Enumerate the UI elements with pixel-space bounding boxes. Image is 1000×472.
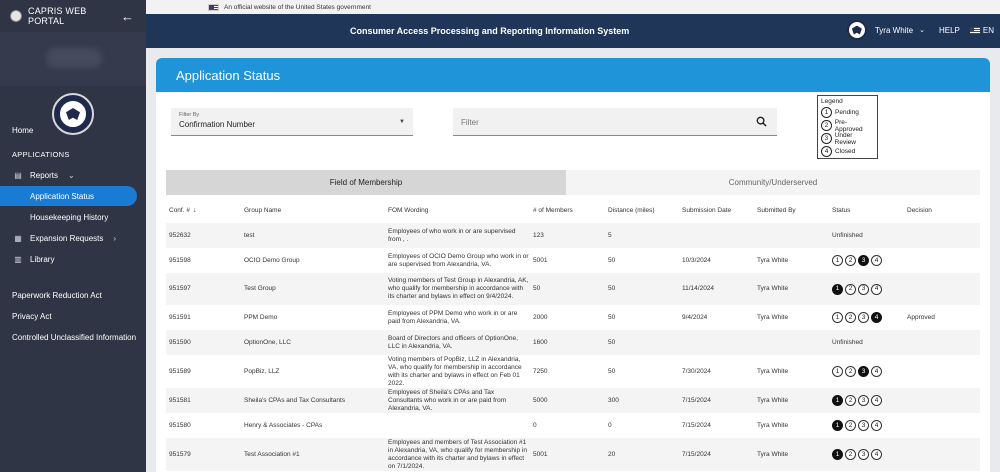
legend-item [821,132,874,145]
header-actions [847,20,994,40]
language-selector[interactable]: EN [982,25,994,35]
status-step-1: 1 [832,366,843,377]
group-name-cell: OCIO Demo Group [244,256,300,264]
distance-cell: 50 [608,313,616,321]
app-header [146,14,1000,48]
status-step-4: 4 [871,395,882,406]
status-step-3: 3 [858,395,869,406]
page-title: Application Status [156,58,990,92]
library-icon: ▥ [14,254,22,264]
submission-date-cell: 7/15/2024 [682,421,711,429]
fom-wording-cell: Voting members of PopBiz, LLZ in Alexandria, VA, who qualify for membership in accordance with its charter and bylaws in effect on Feb 01 2022. [388,355,522,387]
status-step-3: 3 [858,284,869,295]
tab-field-of-membership[interactable]: Field of Membership [166,170,566,195]
status-step-4: 4 [871,420,882,431]
distance-cell: 300 [608,396,619,404]
group-name-cell: PopBiz, LLZ [244,367,280,375]
dropdown-caret-icon: ▼ [399,119,405,125]
decision-cell [907,330,977,355]
filter-by-label: Filter By [179,112,200,118]
conf-cell: 951581 [169,396,191,404]
legend-label: Under Review [834,131,856,146]
group-name-cell: PPM Demo [244,313,278,321]
sidebar-banner [0,32,146,86]
reports-icon: ▤ [14,170,22,180]
status-step-1: 1 [832,420,843,431]
members-cell: 5001 [533,450,548,458]
legend-number-circle: 4 [821,146,832,157]
decision-cell [907,438,977,471]
column-header-conf[interactable] [169,198,239,223]
status-step-2: 2 [845,420,856,431]
conf-cell: 951597 [169,285,191,292]
members-cell: 50 [533,285,541,292]
filter-by-value: Confirmation Number [179,120,256,129]
column-header-status[interactable]: Status [832,206,851,214]
decision-cell: Approved [907,313,935,321]
section-heading: APPLICATIONS [12,149,70,159]
status-step-3: 3 [858,366,869,377]
status-text: Unfinished [832,231,863,239]
status-cell [832,388,906,413]
conf-cell: 952632 [169,231,191,239]
portal-logo-icon [10,10,22,22]
us-flag-icon [970,27,980,34]
status-cell [832,413,906,438]
column-header-group[interactable]: Group Name [244,206,282,214]
tab-community-underserved[interactable]: Community/Underserved [566,170,980,195]
status-text: Unfinished [832,338,863,346]
sidebar-heading-applications [0,144,146,164]
sort-down-icon[interactable]: ↓ [192,206,197,214]
submission-date-cell [682,330,752,355]
app-title: Consumer Access Processing and Reporting Information System [350,26,630,36]
status-step-2: 2 [845,366,856,377]
conf-cell: 951579 [169,450,191,458]
sidebar-item-label: Library [30,254,55,264]
sidebar-item-label: Reports [30,170,59,180]
submitted-by-cell: Tyra White [757,367,789,375]
status-step-1: 1 [832,449,843,460]
column-header-distance[interactable]: Distance (miles) [608,206,655,214]
sidebar-item-label: Controlled Unclassified Information [12,332,137,342]
distance-cell: 50 [608,367,616,375]
status-step-1: 1 [832,284,843,295]
legend-number-circle: 2 [821,120,832,131]
legend-item [821,145,874,158]
group-name-cell: Sheila's CPAs and Tax Consultants [244,396,346,404]
submitted-by-cell: Tyra White [757,256,789,264]
chevron-down-icon[interactable]: ⌄ [919,27,925,34]
sidebar-item-expansion-requests[interactable] [0,228,146,248]
status-cell [832,223,906,248]
legend-number-circle: 1 [821,107,832,118]
fom-wording-cell: Employees of OCIO Demo Group who work in or are supervised from Alexandria, VA. [388,252,529,268]
decision-cell [907,223,977,248]
expansion-icon: ▦ [14,233,22,243]
status-step-3: 3 [858,449,869,460]
sidebar-item-label: Privacy Act [12,311,52,321]
column-header-submitted-by[interactable]: Submitted By [757,206,796,214]
column-header-submission-date[interactable]: Submission Date [682,206,732,214]
legend-item [821,119,874,132]
submitted-by-cell: Tyra White [757,421,789,429]
distance-cell: 50 [608,256,616,264]
sidebar-item-label: Housekeeping History [30,212,109,222]
submitted-by-cell: Tyra White [757,285,789,292]
group-name-cell: Henry & Associates - CPAs [244,421,323,429]
us-flag-icon [208,4,219,11]
group-name-cell: Test Group [244,285,276,292]
search-icon[interactable] [756,116,767,127]
status-step-4: 4 [871,284,882,295]
submission-date-cell: 7/15/2024 [682,396,711,404]
submitted-by-cell: Tyra White [757,313,789,321]
status-step-3: 3 [858,255,869,266]
fom-wording-cell: Voting members of Test Group in Alexandria, AK, who qualify for membership in accordance with its charter and bylaws in effect on 9/4/2024. [388,277,529,300]
sidebar-item-label: Application Status [30,191,95,201]
status-step-2: 2 [845,395,856,406]
submitted-by-cell: Tyra White [757,396,789,404]
table-row[interactable] [166,305,980,330]
distance-cell: 20 [608,450,616,458]
submission-date-cell: 11/14/2024 [682,285,715,292]
decision-cell [907,248,977,273]
help-link[interactable]: HELP [938,25,960,35]
status-step-1: 1 [832,255,843,266]
gov-banner [146,0,1000,14]
status-step-4: 4 [871,312,882,323]
conf-cell: 951590 [169,338,191,346]
submission-date-cell [682,223,752,248]
sidebar-header [0,0,146,32]
column-header-fom[interactable]: FOM Wording [388,206,429,214]
submitted-by-cell [757,223,827,248]
legend-number-circle: 3 [821,133,832,144]
table-header [166,198,980,223]
user-name[interactable]: Tyra White [874,25,914,35]
column-header-decision[interactable]: Decision [907,206,932,214]
decision-cell [907,273,977,305]
distance-cell: 5 [608,231,612,239]
distance-cell: 50 [608,338,616,346]
legend-item [821,106,874,119]
fom-wording-cell [388,413,530,438]
status-step-2: 2 [845,449,856,460]
table-row[interactable] [166,355,980,388]
distance-cell: 0 [608,421,612,429]
table-row[interactable] [166,223,980,248]
fom-wording-cell: Board of Directors and officers of OptionOne, LLC in Alexandria, VA. [388,334,518,350]
status-step-2: 2 [845,312,856,323]
status-step-2: 2 [845,284,856,295]
table-row[interactable] [166,438,980,471]
status-cell [832,273,906,305]
collapse-sidebar-icon[interactable]: ← [121,8,134,24]
members-cell: 123 [533,231,544,239]
sidebar-item-privacy-act[interactable] [0,306,146,326]
filter-field[interactable] [453,108,777,136]
table-row[interactable] [166,330,980,355]
portal-title: CAPRIS WEB PORTAL [28,6,87,26]
status-step-4: 4 [871,255,882,266]
table-row[interactable] [166,248,980,273]
group-name-cell: test [244,231,255,239]
application-status-card [156,58,990,472]
table-row[interactable] [166,388,980,413]
filter-input[interactable] [453,108,733,136]
submission-date-cell: 10/3/2024 [682,256,711,264]
legend-title: Legend [821,98,843,105]
sidebar-item-cui[interactable] [0,327,146,347]
legend-label: Pre-Approved [834,118,863,133]
status-legend [817,95,878,159]
fom-wording-cell: Employees of Sheila's CPAs and Tax Consultants who work in or are paid from Alexandria, VA. [388,388,507,412]
status-step-3: 3 [858,420,869,431]
chevron-right-icon: › [113,233,117,243]
group-name-cell: Test Association #1 [244,450,300,458]
status-step-4: 4 [871,366,882,377]
members-cell: 0 [533,421,537,429]
applications-table [166,198,980,471]
submitted-by-cell [757,330,827,355]
conf-cell: 951598 [169,256,191,264]
filter-by-select[interactable] [171,108,413,136]
sidebar-item-application-status[interactable] [0,186,137,206]
table-row[interactable] [166,273,980,305]
user-avatar[interactable] [847,20,867,40]
status-cell [832,305,906,330]
table-body [166,223,980,471]
fom-wording-cell: Employees and members of Test Association #1 in Alexandria, VA, who qualify for membership in accordance with its charter and bylaws in effect on 7/1/2024. [388,438,527,470]
status-step-4: 4 [871,449,882,460]
status-step-1: 1 [832,312,843,323]
column-header-members[interactable]: # of Members [533,206,573,214]
status-step-1: 1 [832,395,843,406]
sidebar-item-home[interactable] [0,120,146,140]
decision-cell [907,413,977,438]
status-cell [832,330,906,355]
sidebar-item-paperwork-reduction-act[interactable] [0,285,146,305]
legend-label: Closed [835,148,856,155]
gov-banner-text: An official website of the United States government [224,3,371,11]
submitted-by-cell: Tyra White [757,450,789,458]
table-row[interactable] [166,413,980,438]
sidebar-item-label: Home [12,125,34,135]
members-cell: 2000 [533,313,548,321]
status-step-2: 2 [845,255,856,266]
legend-label: Pending [835,109,859,116]
tabs [166,170,980,195]
conf-cell: 951589 [169,367,191,375]
members-cell: 5000 [533,396,548,404]
decision-cell [907,355,977,388]
members-cell: 1600 [533,338,548,346]
column-header-label: Conf. # [169,206,190,214]
sidebar-item-label: Expansion Requests [30,233,104,243]
sidebar-item-library[interactable] [0,249,146,269]
group-name-cell: OptionOne, LLC [244,338,291,346]
sidebar-item-housekeeping-history[interactable] [0,207,146,227]
sidebar-item-reports[interactable] [0,165,146,185]
submission-date-cell: 7/15/2024 [682,450,711,458]
conf-cell: 951580 [169,421,191,429]
status-cell [832,355,906,388]
members-cell: 5001 [533,256,548,264]
conf-cell: 951591 [169,313,191,321]
submission-date-cell: 9/4/2024 [682,313,708,321]
distance-cell: 50 [608,285,616,292]
sidebar [0,0,146,472]
chevron-down-icon: ⌄ [68,170,75,180]
fom-wording-cell: Employees of who work in or are supervised from , . [388,227,516,243]
fom-wording-cell: Employees of PPM Demo who work in or are paid from Alexandria, VA. [388,309,518,325]
status-cell [832,248,906,273]
submission-date-cell: 7/30/2024 [682,367,711,375]
status-cell [832,438,906,471]
decision-cell [907,388,977,413]
sidebar-item-label: Paperwork Reduction Act [12,290,102,300]
members-cell: 7250 [533,367,548,375]
status-step-3: 3 [858,312,869,323]
